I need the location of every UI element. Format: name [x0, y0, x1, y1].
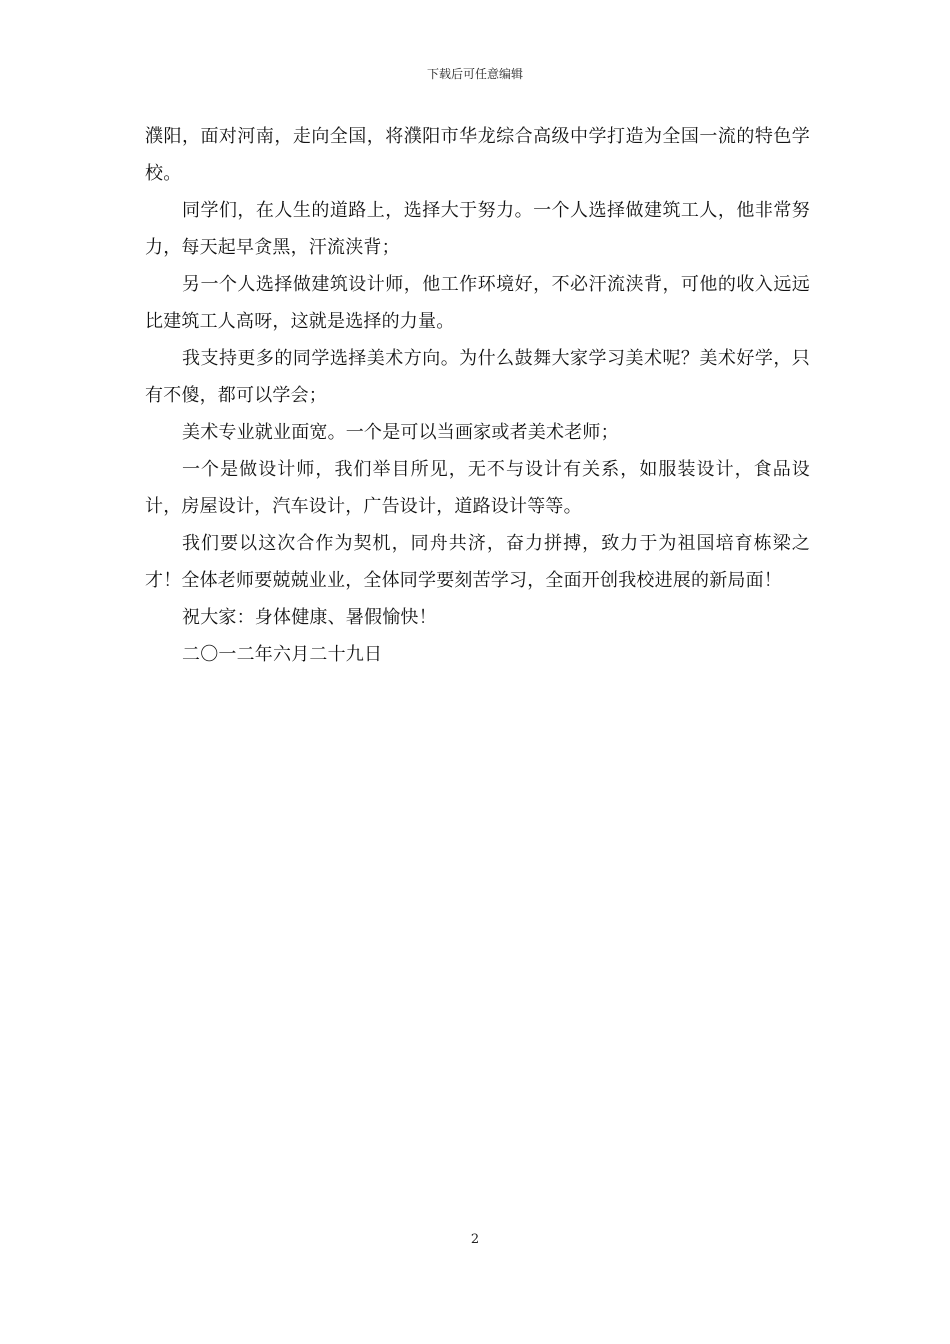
page-header: 下载后可任意编辑: [426, 67, 523, 81]
paragraph-wishes: 祝大家：身体健康、暑假愉快！: [182, 607, 437, 628]
paragraph-continuation: 濮阳，面对河南，走向全国，将濮阳市华龙综合高级中学打造为全国一流的特色学校。: [145, 126, 810, 184]
paragraph-choice: 同学们，在人生的道路上，选择大于努力。一个人选择做建筑工人，他非常努力，每天起早贪黑，汗流浃背；: [145, 200, 810, 258]
page-number: 2: [470, 1232, 480, 1247]
document-body: [145, 118, 810, 673]
paragraph-design-fields: 一个是做设计师，我们举目所见，无不与设计有关系，如服装设计，食品设计，房屋设计，汽车设计，广告设计，道路设计等等。: [145, 459, 810, 517]
paragraph-art-support: 我支持更多的同学选择美术方向。为什么鼓舞大家学习美术呢？美术好学，只有不傻，都可以学会；: [145, 348, 810, 406]
paragraph-date: 二〇一二年六月二十九日: [182, 644, 383, 665]
paragraph-employment: 美术专业就业面宽。一个是可以当画家或者美术老师；: [182, 422, 619, 443]
paragraph-designer: 另一个人选择做建筑设计师，他工作环境好，不必汗流浃背，可他的收入远远比建筑工人高呀，这就是选择的力量。: [145, 274, 810, 332]
paragraph-cooperation: 我们要以这次合作为契机，同舟共济，奋力拼搏，致力于为祖国培育栋梁之才！全体老师要兢兢业业，全体同学要刻苦学习，全面开创我校进展的新局面！: [145, 533, 810, 591]
